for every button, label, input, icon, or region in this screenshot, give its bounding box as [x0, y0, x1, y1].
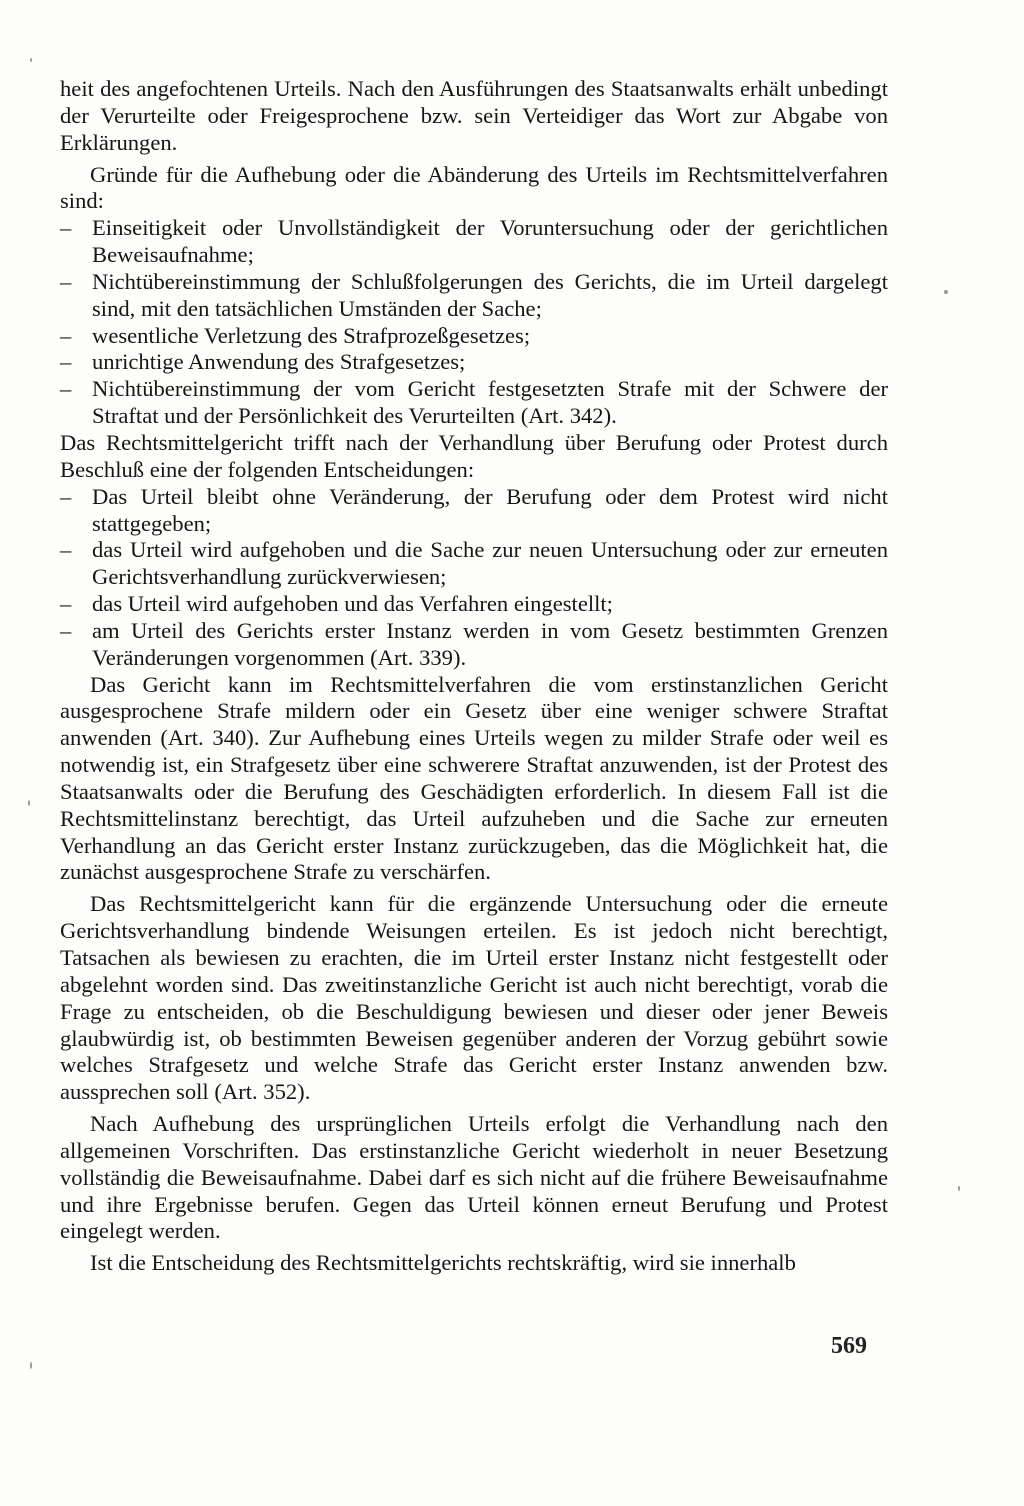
list-item: [60, 376, 888, 430]
paragraph-5: Das Rechtsmittelgericht kann für die ergänzende Untersuchung oder die erneute Gerichtsverhandlung bindende Weisungen erteilen. Es ist jedoch nicht berechtigt, Tatsachen als bewiesen zu erachten, die im Urteil erster Instanz nicht festgestellt oder abgelehnt worden sind. Das zweitinstanzliche Gericht ist auch nicht berechtigt, vorab die Frage zu entscheiden, ob die Beschuldigung bewiesen und dieser oder jener Beweis glaubwürdig ist, ob bestimmten Beweisen gegenüber anderen der Vorzug gebührt sowie welches Strafgesetz und welche Strafe das Gericht erster Instanz anwenden bzw. aussprechen soll (Art. 352).: [60, 891, 888, 1105]
page-number: 569: [831, 1333, 867, 1359]
list-item-text: das Urteil wird aufgehoben und die Sache zur neuen Untersuchung oder zur erneuten Gerichtsverhandlung zurückverwiesen;: [92, 537, 888, 590]
list-item-text: Das Urteil bleibt ohne Veränderung, der Berufung oder dem Protest wird nicht stattgegeben;: [92, 483, 888, 536]
list-item-text: unrichtige Anwendung des Strafgesetzes;: [92, 349, 466, 375]
list-item: [60, 269, 888, 323]
body-text: [60, 76, 888, 1277]
scan-speck: [30, 1362, 32, 1369]
list-item: [60, 537, 888, 591]
dash-marker: –: [60, 376, 72, 402]
list-item-text: das Urteil wird aufgehoben und das Verfahren eingestellt;: [92, 591, 613, 617]
dash-marker: –: [60, 537, 72, 563]
list-grounds: [60, 215, 888, 430]
list-item-text: Nichtübereinstimmung der Schlußfolgerungen des Gerichts, die im Urteil dargelegt sind, mit den tatsächlichen Umständen der Sache;: [92, 268, 888, 321]
dash-marker: –: [60, 268, 72, 294]
list-item: [60, 618, 888, 672]
list-item-text: am Urteil des Gerichts erster Instanz werden in vom Gesetz bestimmten Grenzen Veränderungen vorgenommen (Art. 339).: [92, 617, 888, 670]
list-item-text: Einseitigkeit oder Unvollständigkeit der Voruntersuchung oder der gerichtlichen Beweisaufnahme;: [92, 215, 888, 268]
paragraph-4: Das Gericht kann im Rechtsmittelverfahren die vom erstinstanzlichen Gericht ausgesprochene Strafe mildern oder ein Gesetz über eine weniger schwere Straftat anwenden (Art. 340). Zur Aufhebung eines Urteils wegen zu milder Strafe oder weil es notwendig ist, ein Strafgesetz über eine schwerere Straftat anzuwenden, ist der Protest des Staatsanwalts oder die Berufung des Geschädigten erforderlich. In diesem Fall ist die Rechtsmittelinstanz berechtigt, das Urteil aufzuheben und die Sache zur erneuten Verhandlung an das Gericht erster Instanz zurückzugeben, das die Möglichkeit hat, die zunächst ausgesprochene Strafe zu verschärfen.: [60, 671, 888, 885]
paragraph-3: Das Rechtsmittelgericht trifft nach der Verhandlung über Berufung oder Protest durch Beschluß eine der folgenden Entscheidungen:: [60, 429, 888, 482]
paragraph-2: Gründe für die Aufhebung oder die Abänderung des Urteils im Rechtsmittelverfahren sind:: [60, 161, 888, 214]
paragraph-7: Ist die Entscheidung des Rechtsmittelgerichts rechtskräftig, wird sie innerhalb: [90, 1250, 796, 1276]
paragraph-1: heit des angefochtenen Urteils. Nach den Ausführungen des Staatsanwalts erhält unbedingt der Verurteilte oder Freigesprochene bzw. sein Verteidiger das Wort zur Abgabe von Erklärungen.: [60, 76, 888, 155]
scan-speck: [958, 1186, 960, 1191]
scan-speck: [944, 290, 948, 294]
paragraph-6: Nach Aufhebung des ursprünglichen Urteils erfolgt die Verhandlung nach den allgemeinen Vorschriften. Das erstinstanzliche Gericht wiederholt in neuer Besetzung vollständig die Beweisaufnahme. Dabei darf es sich nicht auf die frühere Beweisaufnahme und ihre Ergebnisse berufen. Gegen das Urteil können erneut Berufung und Protest eingelegt werden.: [60, 1111, 888, 1244]
list-item: [60, 591, 888, 618]
dash-marker: –: [60, 215, 72, 241]
dash-marker: –: [60, 322, 72, 348]
dash-marker: –: [60, 349, 72, 375]
list-decisions: [60, 484, 888, 672]
scan-speck: [28, 800, 30, 806]
scan-speck: [30, 58, 32, 62]
list-item: [60, 323, 888, 350]
dash-marker: –: [60, 483, 72, 509]
list-item: [60, 484, 888, 538]
dash-marker: –: [60, 591, 72, 617]
list-item: [60, 215, 888, 269]
dash-marker: –: [60, 617, 72, 643]
list-item: [60, 349, 888, 376]
list-item-text: Nichtübereinstimmung der vom Gericht festgesetzten Strafe mit der Schwere der Straftat und der Persönlichkeit des Verurteilten (Art. 342).: [92, 376, 888, 429]
list-item-text: wesentliche Verletzung des Strafprozeßgesetzes;: [92, 322, 531, 348]
